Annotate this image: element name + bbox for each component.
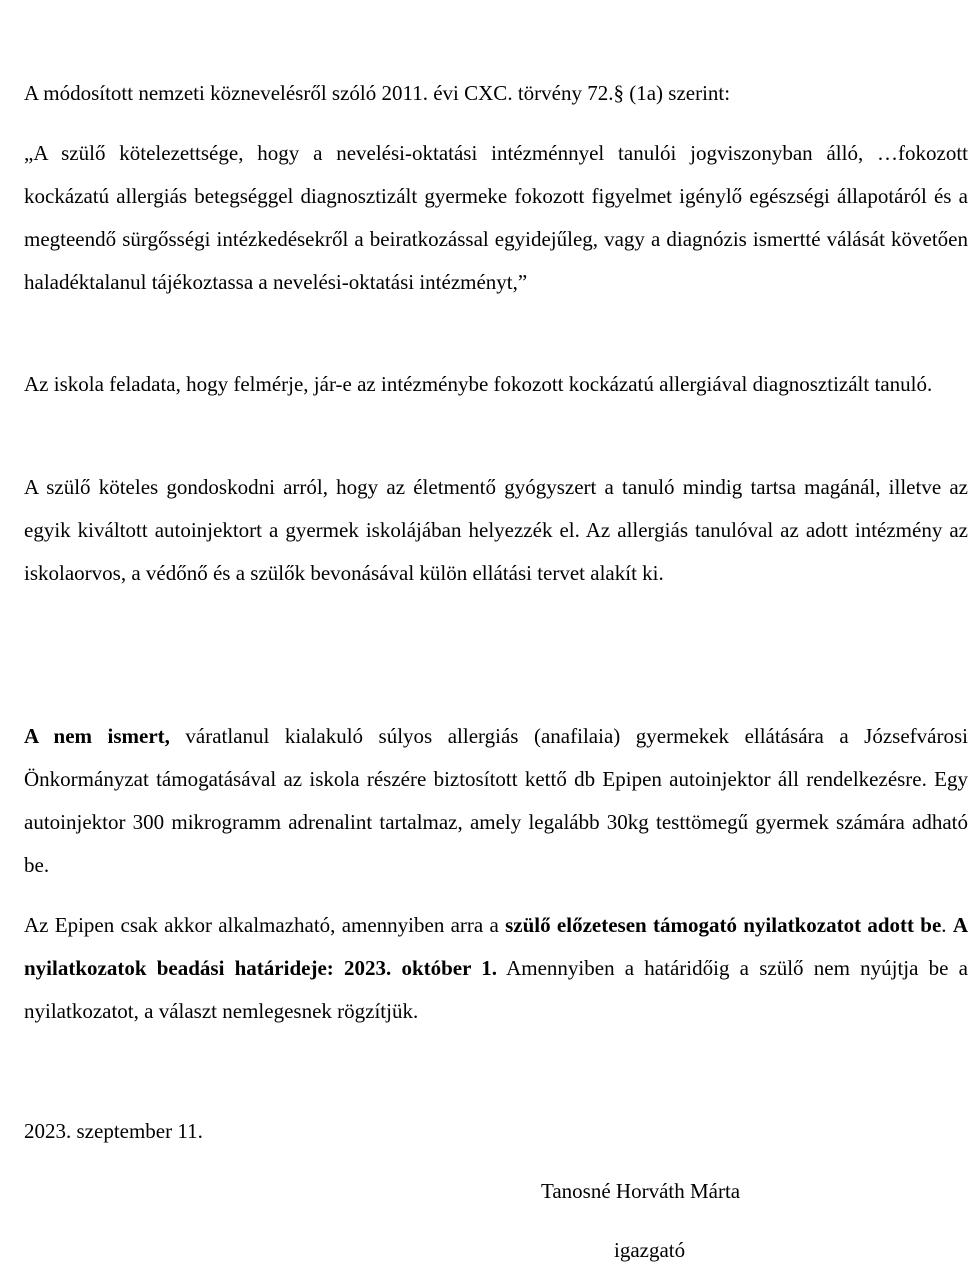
epipen-usage-text-1: Az Epipen csak akkor alkalmazható, amennyiben arra a — [24, 913, 506, 937]
epipen-usage-text-2: . — [941, 913, 953, 937]
signer-name: Tanosné Horváth Márta — [541, 1179, 741, 1203]
epipen-consent-bold: szülő előzetesen támogató nyilatkozatot adott be — [505, 913, 942, 937]
signer-title: igazgató — [614, 1238, 686, 1262]
law-quote-paragraph: „A szülő kötelezettsége, hogy a nevelési-oktatási intézménnyel tanulói jogviszonyban álló, …fokozott kockázatú allergiás betegséggel diagnosztizált gyermeke fokozott figyelmet igénylő egészségi állapotáról és a megteendő sürgősségi intézkedésekről a beiratkozással egyidejűleg, vagy a diagnózis ismertté válását követően haladéktalanul tájékoztassa a nevelési-oktatási intézményt,” — [24, 141, 968, 294]
epipen-usage-paragraph — [24, 904, 968, 1033]
intro-paragraph: A módosított nemzeti köznevelésről szóló 2011. évi CXC. törvény 72.§ (1a) szerint: — [24, 81, 731, 105]
parent-duty-paragraph: A szülő köteles gondoskodni arról, hogy az életmentő gyógyszert a tanuló mindig tartsa magánál, illetve az egyik kiváltott autoinjektort a gyermek iskolájában helyezzék el. Az allergiás tanulóval az adott intézmény az iskolaorvos, a védőnő és a szülők bevonásával külön ellátási tervet alakít ki. — [24, 475, 968, 585]
school-task-paragraph: Az iskola feladata, hogy felmérje, jár-e az intézménybe fokozott kockázatú allergiával diagnosztizált tanuló. — [24, 372, 933, 396]
epipen-deadline-bold: A nyilatkozatok beadási határideje: 2023. október 1. — [24, 913, 968, 980]
epipen-usage-text-3: Amennyiben a határidőig a szülő nem nyújtja be a nyilatkozatot, a választ nemlegesnek rögzítjük. — [24, 956, 969, 1023]
document-date: 2023. szeptember 11. — [24, 1119, 203, 1143]
unknown-allergy-paragraph — [24, 715, 968, 887]
unknown-allergy-text: váratlanul kialakuló súlyos allergiás (anafilaia) gyermekek ellátására a Józsefvárosi Önkormányzat támogatásával az iskola részére biztosított kettő db Epipen autoinjektor áll rendelkezésre. Egy autoinjektor 300 mikrogramm adrenalint tartalmaz, amely legalább 30kg testtömegű gyermek számára adható be. — [24, 724, 968, 877]
unknown-allergy-bold-lead: A nem ismert, — [24, 724, 170, 748]
